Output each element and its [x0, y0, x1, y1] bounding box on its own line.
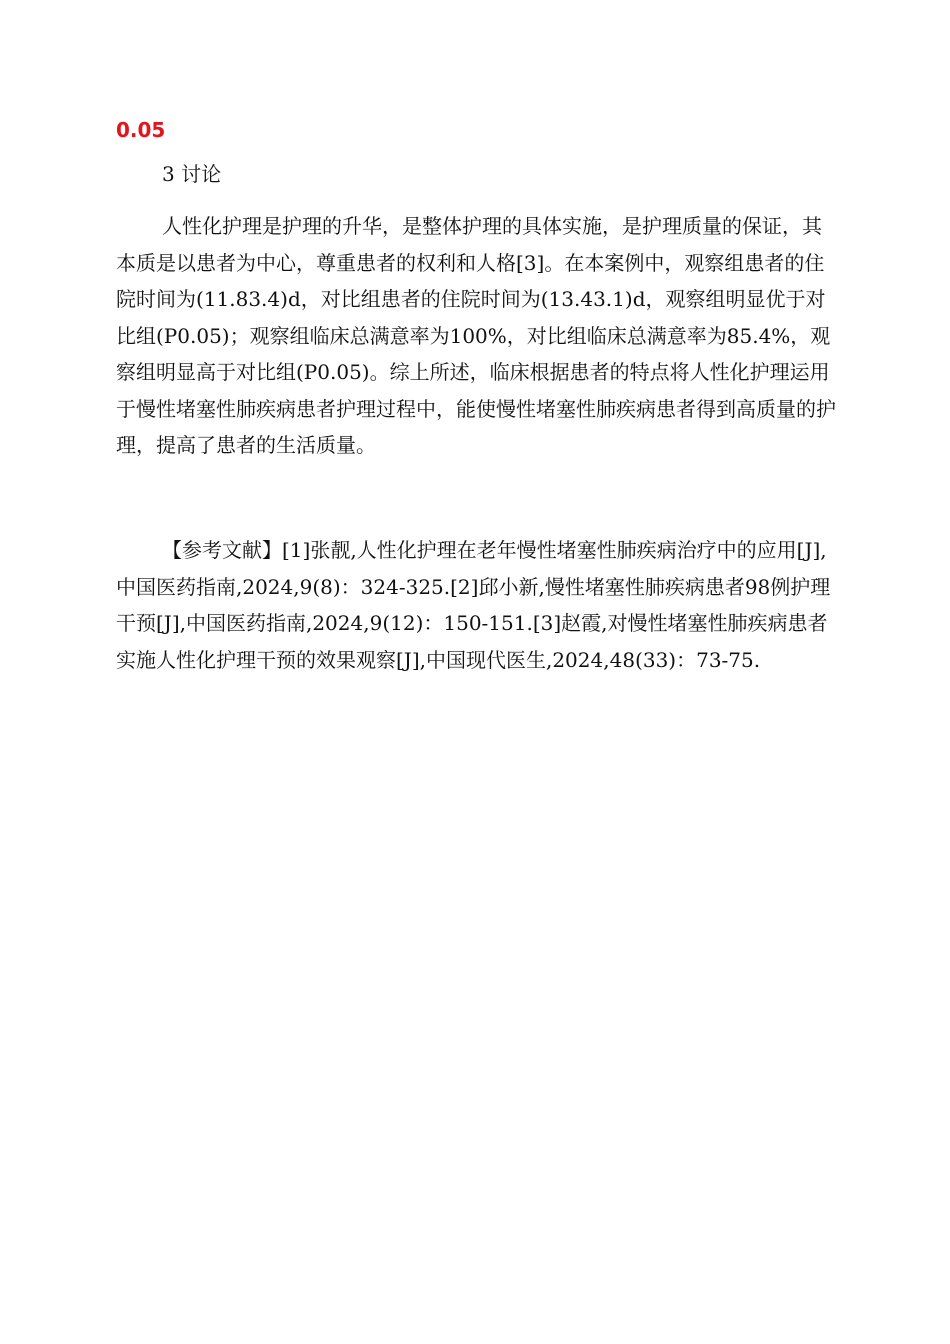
references-paragraph: 【参考文献】[1]张靓,人性化护理在老年慢性堵塞性肺疾病治疗中的应用[J],中国医药指南,2024,9(8)：324-325.[2]邱小新,慢性堵塞性肺疾病患者98例护理干预[J],中国医药指南,2024,9(12)：150-151.[3]赵霞,对慢性堵塞性肺疾病患者实施人性化护理干预的效果观察[J],中国现代医生,2024,48(33)：73-75. [116, 538, 831, 672]
highlighted-p-value: 0.05 [116, 118, 166, 142]
section-heading: 3 讨论 [162, 162, 222, 186]
discussion-paragraph: 人性化护理是护理的升华，是整体护理的具体实施，是护理质量的保证，其本质是以患者为中心，尊重患者的权利和人格[3]。在本案例中，观察组患者的住院时间为(11.83.4)d，对比组患者的住院时间为(13.43.1)d，观察组明显优于对比组(P0.05)；观察组临床总满意率为100%，对比组临床总满意率为85.4%，观察组明显高于对比组(P0.05)。综上所述，临床根据患者的特点将人性化护理运用于慢性堵塞性肺疾病患者护理过程中，能使慢性堵塞性肺疾病患者得到高质量的护理，提高了患者的生活质量。 [116, 214, 836, 457]
